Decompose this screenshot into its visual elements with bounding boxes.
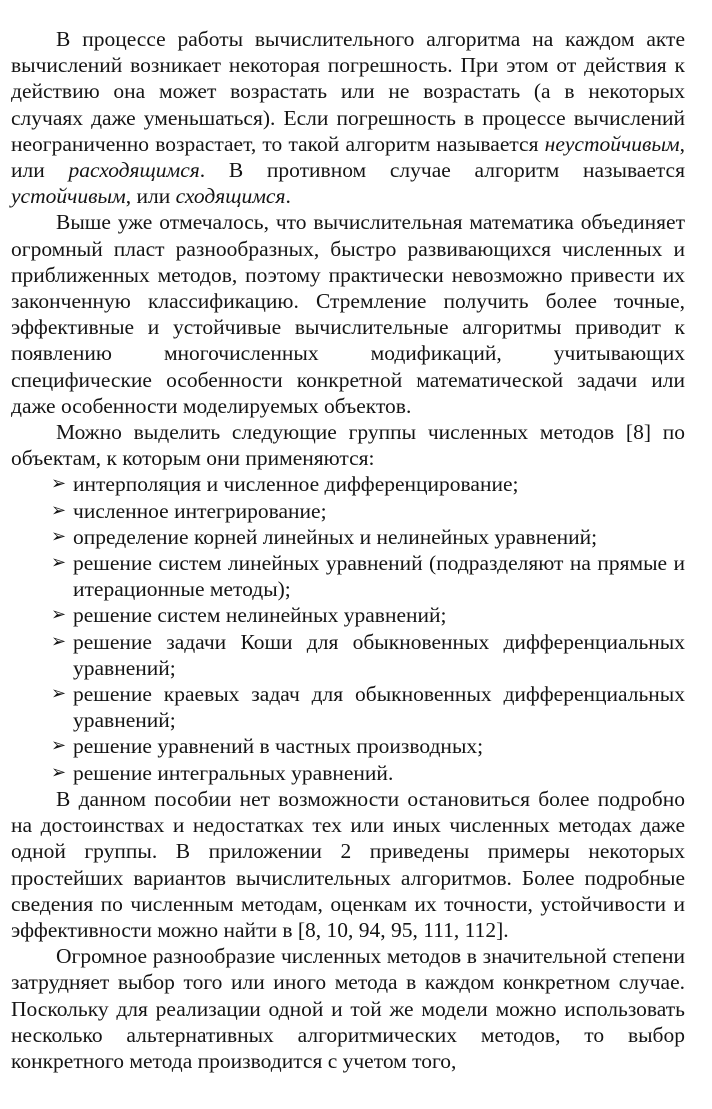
paragraph-text: , или [125, 184, 176, 209]
paragraph-algorithm-stability [11, 26, 685, 209]
paragraph-text: , или [11, 131, 685, 183]
paragraph-numerical-methods-variety: Выше уже отмечалось, что вычислительная математика объединяет огромный пласт разнообразных, быстро развивающихся численных и приближенных методов, поэтому практически невозможно привести их законченную классификацию. Стремление получить более точные, эффективные и устойчивые вычислительные алгоритмы приводит к появлению многочисленных модификаций, учитывающих специфические особенности конкретной математической задачи или даже особенности моделируемых объектов. [11, 210, 685, 418]
term-unstable: неустойчивым [544, 131, 680, 156]
arrowhead-bullet-icon: ➢ [51, 499, 67, 521]
arrowhead-bullet-icon: ➢ [51, 552, 67, 574]
arrowhead-bullet-icon: ➢ [51, 604, 67, 626]
list-item-text: определение корней линейных и нелинейных уравнений; [73, 524, 598, 549]
term-convergent: сходящимся [175, 184, 286, 209]
arrowhead-bullet-icon: ➢ [51, 473, 67, 495]
list-item [11, 498, 685, 524]
arrowhead-bullet-icon: ➢ [51, 735, 67, 757]
list-item [11, 733, 685, 759]
list-item [11, 550, 685, 602]
paragraph-method-groups-intro: Можно выделить следующие группы численных методов [8] по объектам, к которым они применяются: [11, 420, 685, 471]
list-item-text: решение систем линейных уравнений (подразделяют на прямые и итерационные методы); [73, 551, 685, 602]
arrowhead-bullet-icon: ➢ [51, 683, 67, 705]
list-item-text: решение задачи Коши для обыкновенных дифференциальных уравнений; [73, 629, 685, 680]
method-groups-list [11, 471, 685, 785]
list-item [11, 681, 685, 733]
list-item [11, 629, 685, 681]
arrowhead-bullet-icon: ➢ [51, 525, 67, 547]
arrowhead-bullet-icon: ➢ [51, 630, 67, 652]
list-item-text: решение интегральных уравнений. [73, 760, 394, 785]
list-item-text: численное интегрирование; [73, 498, 327, 523]
list-item-text: интерполяция и численное дифференцирование; [73, 472, 519, 497]
list-item-text: решение систем нелинейных уравнений; [73, 603, 447, 628]
arrowhead-bullet-icon: ➢ [51, 761, 67, 783]
list-item-text: решение краевых задач для обыкновенных дифференциальных уравнений; [73, 682, 685, 733]
list-item-text: решение уравнений в частных производных; [73, 734, 484, 759]
paragraph-text: . [285, 184, 291, 209]
term-divergent: расходящимся [68, 158, 200, 183]
list-item [11, 760, 685, 786]
paragraph-manual-scope: В данном пособии нет возможности остановиться более подробно на достоинствах и недостатках тех или иных численных методах даже одной группы. В приложении 2 приведены примеры некоторых простейших вариантов вычислительных алгоритмов. Более подробные сведения по численным методам, оценкам их точности, устойчивости и эффективности можно найти в [8, 10, 94, 95, 111, 112]. [11, 786, 685, 942]
paragraph-text: В процессе работы вычислительного алгоритма на каждом акте вычислений возникает некоторая погрешность. При этом от действия к действию она может возрастать или не возрастать (а в некоторых случаях даже уменьшаться). Если погрешность в процессе вычислений неограниченно возрастает, то такой алгоритм называется [11, 27, 685, 156]
paragraph-text: . В противном случае алгоритм называется [199, 158, 685, 183]
document-page [11, 26, 685, 1074]
term-stable: устойчивым [11, 184, 126, 209]
list-item [11, 602, 685, 628]
list-item [11, 471, 685, 497]
list-item [11, 524, 685, 550]
paragraph-method-choice: Огромное разнообразие численных методов в значительной степени затрудняет выбор того или иного метода в каждом конкретном случае. Поскольку для реализации одной и той же модели можно использовать несколько альтернативных алгоритмических методов, то выбор конкретного метода производится с учетом того, [11, 944, 685, 1073]
